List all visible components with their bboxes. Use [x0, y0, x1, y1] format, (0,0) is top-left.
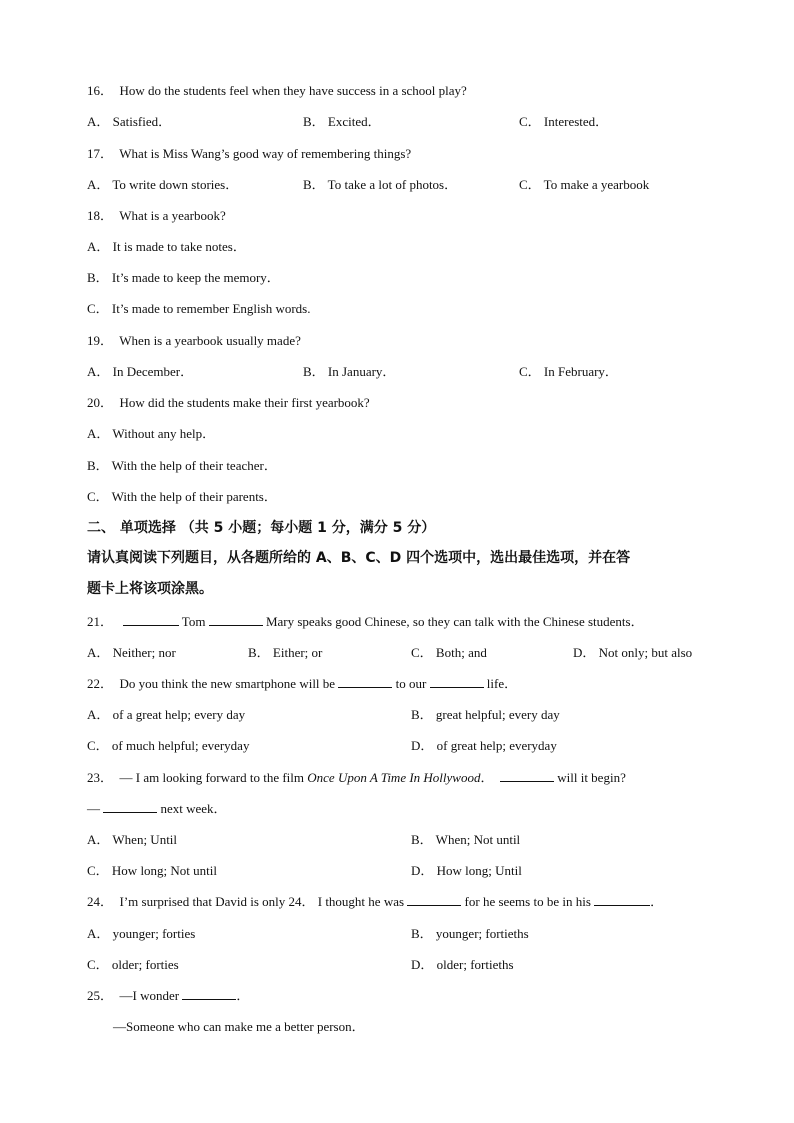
question-20 [87, 394, 370, 412]
question-text: life． [486, 676, 518, 691]
question-text: How did the students make their first yearbook? [119, 395, 370, 410]
question-text: How do the students feel when they have success in a school play? [119, 83, 467, 98]
answer-blank[interactable] [123, 613, 179, 626]
question-text: What is Miss Wang’s good way of remembering things? [119, 146, 412, 161]
option-c[interactable]: C． To make a yearbook [519, 177, 650, 192]
question-text: When is a yearbook usually made? [119, 333, 301, 348]
option-c[interactable]: C． How long; Not until [87, 863, 218, 878]
question-number: 25． [87, 988, 114, 1003]
option-b[interactable]: B． great helpful; every day [411, 707, 560, 722]
question-25-reply: —Someone who can make me a better person． [113, 1019, 365, 1034]
question-25 [87, 987, 249, 1005]
answer-blank[interactable] [338, 675, 392, 688]
question-number: 24． [87, 894, 114, 909]
section-instructions-cont: 题卡上将该项涂黑。 [87, 581, 213, 597]
reply-dash: — [87, 801, 100, 816]
section-title: 二、 单项选择 （共 5 小题；每小题 1 分，满分 5 分） [87, 520, 436, 536]
option-b[interactable]: B． To take a lot of photos． [303, 177, 458, 192]
option-a[interactable]: A． of a great help; every day [87, 707, 246, 722]
film-title: Once Upon A Time In Hollywood [307, 770, 481, 785]
question-number: 18． [87, 208, 114, 223]
option-c[interactable]: C． It’s made to remember English words. [87, 301, 311, 316]
question-text: — I am looking forward to the film [119, 770, 305, 785]
answer-blank[interactable] [594, 893, 650, 906]
option-c[interactable]: C． older; forties [87, 957, 179, 972]
question-18 [87, 207, 226, 225]
section-instructions: 请认真阅读下列题目，从各题所给的 A、B、C、D 四个选项中，选出最佳选项，并在答 [87, 550, 631, 566]
question-21 [87, 613, 644, 631]
answer-blank[interactable] [209, 613, 263, 626]
question-text: ． [650, 894, 664, 909]
option-d[interactable]: D． How long; Until [411, 863, 522, 878]
option-b[interactable]: B． It’s made to keep the memory． [87, 270, 280, 285]
question-number: 19． [87, 333, 114, 348]
option-b[interactable]: B． With the help of their teacher． [87, 458, 277, 473]
option-b[interactable]: B． younger; fortieths [411, 926, 529, 941]
question-text: ． [480, 770, 494, 785]
answer-blank[interactable] [500, 769, 554, 782]
option-a[interactable]: A． It is made to take notes． [87, 239, 246, 254]
option-b[interactable]: B． In January． [303, 364, 396, 379]
question-text: to our [395, 676, 427, 691]
answer-blank[interactable] [103, 800, 157, 813]
answer-blank[interactable] [407, 893, 461, 906]
question-number: 16． [87, 83, 114, 98]
question-text: Tom [181, 614, 206, 629]
option-a[interactable]: A． To write down stories． [87, 177, 239, 192]
question-text: I’m surprised that David is only 24． I thought he was [119, 894, 405, 909]
question-number: 22． [87, 676, 114, 691]
question-19 [87, 332, 301, 350]
question-number: 20． [87, 395, 114, 410]
option-c[interactable]: C． With the help of their parents． [87, 489, 277, 504]
answer-blank[interactable] [182, 987, 236, 1000]
option-a[interactable]: A． When; Until [87, 832, 178, 847]
option-d[interactable]: D． of great help; everyday [411, 738, 557, 753]
option-d[interactable]: D． older; fortieths [411, 957, 514, 972]
question-text: next week． [160, 801, 227, 816]
option-a[interactable]: A． Satisfied． [87, 114, 172, 129]
option-a[interactable]: A． In December． [87, 364, 194, 379]
question-number: 21． [87, 614, 114, 629]
option-d[interactable]: D． Not only; but also [573, 645, 693, 660]
option-c[interactable]: C． Both; and [411, 645, 487, 660]
question-text: Do you think the new smartphone will be [119, 676, 336, 691]
option-c[interactable]: C． of much helpful; everyday [87, 738, 250, 753]
question-number: 17． [87, 146, 114, 161]
question-23 [87, 769, 626, 787]
answer-blank[interactable] [430, 675, 484, 688]
question-text: —I wonder [119, 988, 180, 1003]
option-a[interactable]: A． younger; forties [87, 926, 196, 941]
question-22 [87, 675, 517, 693]
question-24 [87, 893, 663, 911]
question-text: ． [236, 988, 250, 1003]
question-17 [87, 145, 411, 163]
option-c[interactable]: C． Interested． [519, 114, 609, 129]
option-b[interactable]: B． When; Not until [411, 832, 521, 847]
question-16 [87, 82, 467, 100]
question-text: What is a yearbook? [119, 208, 226, 223]
option-a[interactable]: A． Neither; nor [87, 645, 176, 660]
option-c[interactable]: C． In February． [519, 364, 618, 379]
option-b[interactable]: B． Either; or [248, 645, 323, 660]
question-23-reply [87, 800, 227, 818]
question-text: for he seems to be in his [464, 894, 591, 909]
question-text: will it begin? [557, 770, 626, 785]
option-b[interactable]: B． Excited． [303, 114, 381, 129]
question-text: Mary speaks good Chinese, so they can talk with the Chinese students． [265, 614, 644, 629]
option-a[interactable]: A． Without any help． [87, 426, 216, 441]
question-number: 23． [87, 770, 114, 785]
